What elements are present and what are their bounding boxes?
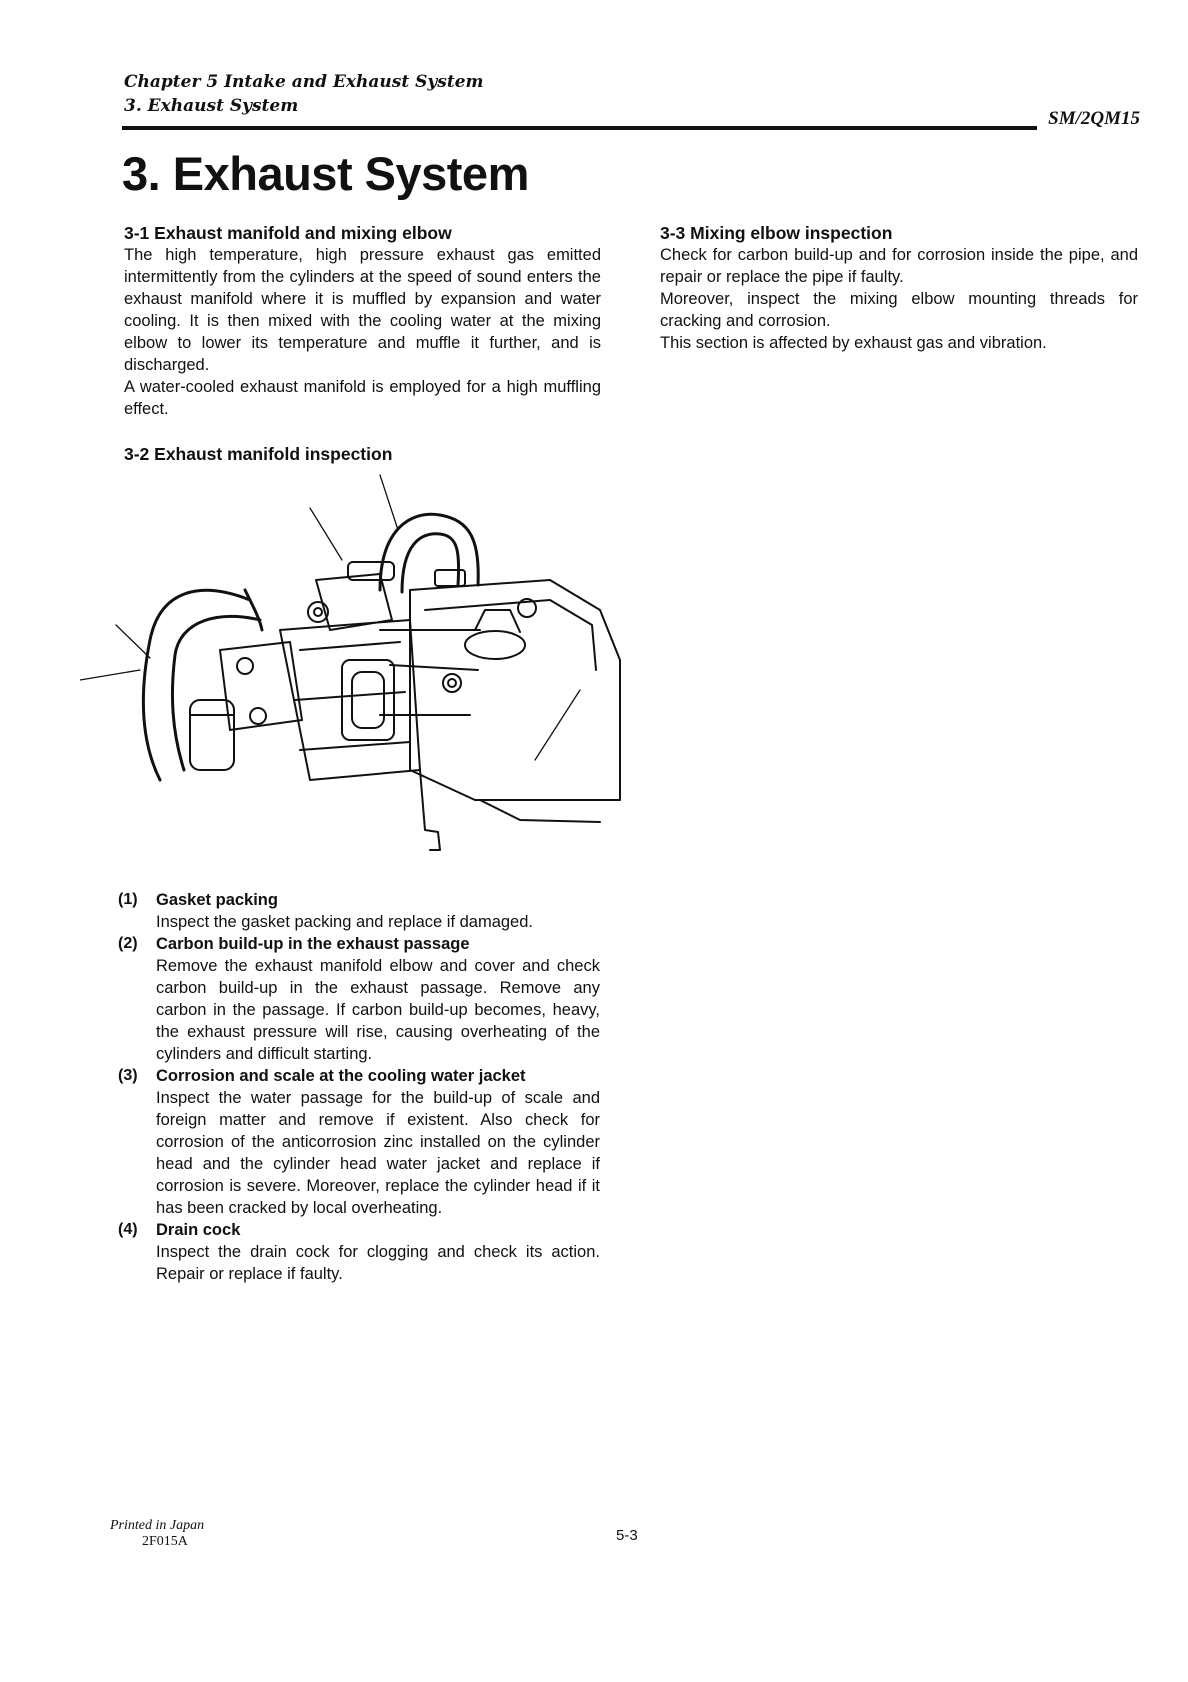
item-number: (1) <box>118 891 138 908</box>
section-3-1-heading: 3-1 Exhaust manifold and mixing elbow <box>124 223 452 243</box>
header-rule <box>122 126 1037 130</box>
item-number: (2) <box>118 935 138 952</box>
item-text: Inspect the water passage for the build-up of scale and foreign matter and remove if existent. Also check for corrosion of the anticorrosion zinc installed on the cylinder head and the cylinder head water jacket and replace if corrosion is severe. Moreover, replace the cylinder head if it has been cracked by local overheating. <box>156 1089 600 1217</box>
item-text: Inspect the gasket packing and replace if damaged. <box>156 913 533 931</box>
item-title: Gasket packing <box>156 891 278 909</box>
paragraph: Check for carbon build-up and for corrosion inside the pipe, and repair or replace the pipe if faulty. <box>660 246 1138 286</box>
list-item <box>118 1065 600 1219</box>
section-3-2-heading: 3-2 Exhaust manifold inspection <box>124 444 393 464</box>
chapter-header: Chapter 5 Intake and Exhaust System <box>124 72 484 92</box>
section-3-3-body <box>660 244 1138 354</box>
inspection-items <box>118 889 600 1285</box>
paragraph: A water-cooled exhaust manifold is employed for a high muffling effect. <box>124 378 601 418</box>
item-title: Drain cock <box>156 1221 241 1239</box>
paragraph: The high temperature, high pressure exhaust gas emitted intermittently from the cylinders at the speed of sound enters the exhaust manifold where it is muffled by expansion and water cooling. It is then mixed with the cooling water at the mixing elbow to lower its temperature and muffle it further, and is discharged. <box>124 246 601 374</box>
page-number: 5-3 <box>616 1527 638 1544</box>
item-text: Remove the exhaust manifold elbow and cover and check carbon build-up in the exhaust passage. Remove any carbon in the passage. If carbon build-up becomes, heavy, the exhaust pressure will rise, causing overheating of the cylinders and difficult starting. <box>156 957 600 1063</box>
section-3-3-heading: 3-3 Mixing elbow inspection <box>660 223 893 243</box>
item-text: Inspect the drain cock for clogging and check its action. Repair or replace if faulty. <box>156 1243 600 1283</box>
section-3-1-body <box>124 244 601 420</box>
item-title: Corrosion and scale at the cooling water jacket <box>156 1067 526 1085</box>
section-header: 3. Exhaust System <box>124 96 299 116</box>
list-item <box>118 933 600 1065</box>
section-3-3 <box>660 222 1138 354</box>
item-number: (3) <box>118 1067 138 1084</box>
model-code: SM/2QM15 <box>1048 108 1140 129</box>
paragraph: Moreover, inspect the mixing elbow mounting threads for cracking and corrosion. <box>660 290 1138 330</box>
item-title: Carbon build-up in the exhaust passage <box>156 935 470 953</box>
list-item <box>118 1219 600 1285</box>
printed-note: Printed in Japan <box>110 1518 205 1533</box>
exhaust-manifold-illustration <box>80 470 630 900</box>
item-number: (4) <box>118 1221 138 1238</box>
paragraph: This section is affected by exhaust gas and vibration. <box>660 334 1047 352</box>
list-item <box>118 889 600 933</box>
page-title: 3. Exhaust System <box>122 147 529 200</box>
document-code: 2F015A <box>142 1534 188 1549</box>
section-3-1 <box>124 222 601 420</box>
